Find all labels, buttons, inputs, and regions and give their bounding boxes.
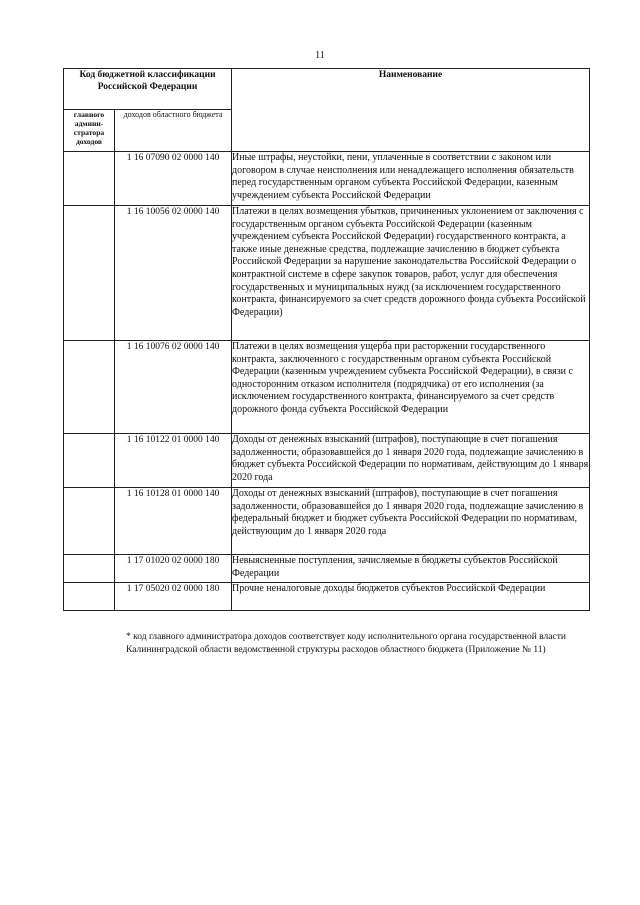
table-row — [64, 555, 590, 583]
income-name-cell: Платежи в целях возмещения убытков, причиненных уклонением от заключения с государственным органом субъекта Российской Федерации (казенным учреждением субъекта Российской Федерации) государственного контракта, а также иные денежные средства, подлежащие зачислению в бюджет субъекта Российской Федерации за нарушение законодательства Российской Федерации о контрактной системе в сфере закупок товаров, работ, услуг для обеспечения государственных и муниципальных нужд (за исключением государственного контракта, финансируемого за счет средств дорожного фонда субъекта Российской Федерации) — [232, 206, 590, 341]
income-code-cell: 1 16 10076 02 0000 140 — [115, 341, 232, 434]
header-chief-administrator: главного админи-стратора доходов — [64, 110, 115, 152]
table-row — [64, 152, 590, 206]
admin-code-cell — [64, 152, 115, 206]
income-name-cell: Иные штрафы, неустойки, пени, уплаченные в соответствии с законом или договором в случае неисполнения или ненадлежащего исполнения обязательств перед государственным органом субъекта Российской Федерации, казенным учреждением субъекта Российской Федерации — [232, 152, 590, 206]
table-row — [64, 434, 590, 488]
admin-code-cell — [64, 583, 115, 611]
income-code-cell: 1 16 10128 01 0000 140 — [115, 488, 232, 555]
income-code-cell: 1 17 01020 02 0000 180 — [115, 555, 232, 583]
income-name-cell: Доходы от денежных взысканий (штрафов), поступающие в счет погашения задолженности, образовавшейся до 1 января 2020 года, подлежащие зачислению в бюджет субъекта Российской Федерации по нормативам, действующим до 1 января 2020 года — [232, 434, 590, 488]
table-row — [64, 206, 590, 341]
budget-classification-table — [63, 68, 590, 611]
table-row — [64, 341, 590, 434]
income-code-cell: 1 16 07090 02 0000 140 — [115, 152, 232, 206]
admin-code-cell — [64, 341, 115, 434]
income-code-cell: 1 17 05020 02 0000 180 — [115, 583, 232, 611]
income-name-cell: Платежи в целях возмещения ущерба при расторжении государственного контракта, заключенного с государственным органом субъекта Российской Федерации (казенным учреждением субъекта Российской Федерации), в связи с односторонним отказом исполнителя (подрядчика) от его исполнения (за исключением государственного контракта, финансируемого за счет средств дорожного фонда субъекта Российской Федерации — [232, 341, 590, 434]
admin-code-cell — [64, 206, 115, 341]
admin-code-cell — [64, 555, 115, 583]
income-name-cell: Невыясненные поступления, зачисляемые в бюджеты субъектов Российской Федерации — [232, 555, 590, 583]
income-name-cell: Прочие неналоговые доходы бюджетов субъектов Российской Федерации — [232, 583, 590, 611]
income-code-cell: 1 16 10056 02 0000 140 — [115, 206, 232, 341]
admin-code-cell — [64, 488, 115, 555]
footnote: * код главного администратора доходов соответствует коду исполнительного органа государственной власти Калининградской области ведомственной структуры расходов областного бюджета (Приложение № 11) — [126, 632, 566, 655]
header-name: Наименование — [232, 69, 590, 152]
income-name-cell: Доходы от денежных взысканий (штрафов), поступающие в счет погашения задолженности, образовавшейся до 1 января 2020 года, подлежащие зачислению в федеральный бюджет и бюджет субъекта Российской Федерации по нормативам, действующим до 1 января 2020 года — [232, 488, 590, 555]
header-classification-code: Код бюджетной классификации Российской Федерации — [64, 69, 232, 110]
admin-code-cell — [64, 434, 115, 488]
income-code-cell: 1 16 10122 01 0000 140 — [115, 434, 232, 488]
table-row — [64, 583, 590, 611]
header-regional-budget-income: доходов областного бюджета — [115, 110, 232, 152]
page-number: 11 — [315, 50, 325, 61]
table-row — [64, 488, 590, 555]
